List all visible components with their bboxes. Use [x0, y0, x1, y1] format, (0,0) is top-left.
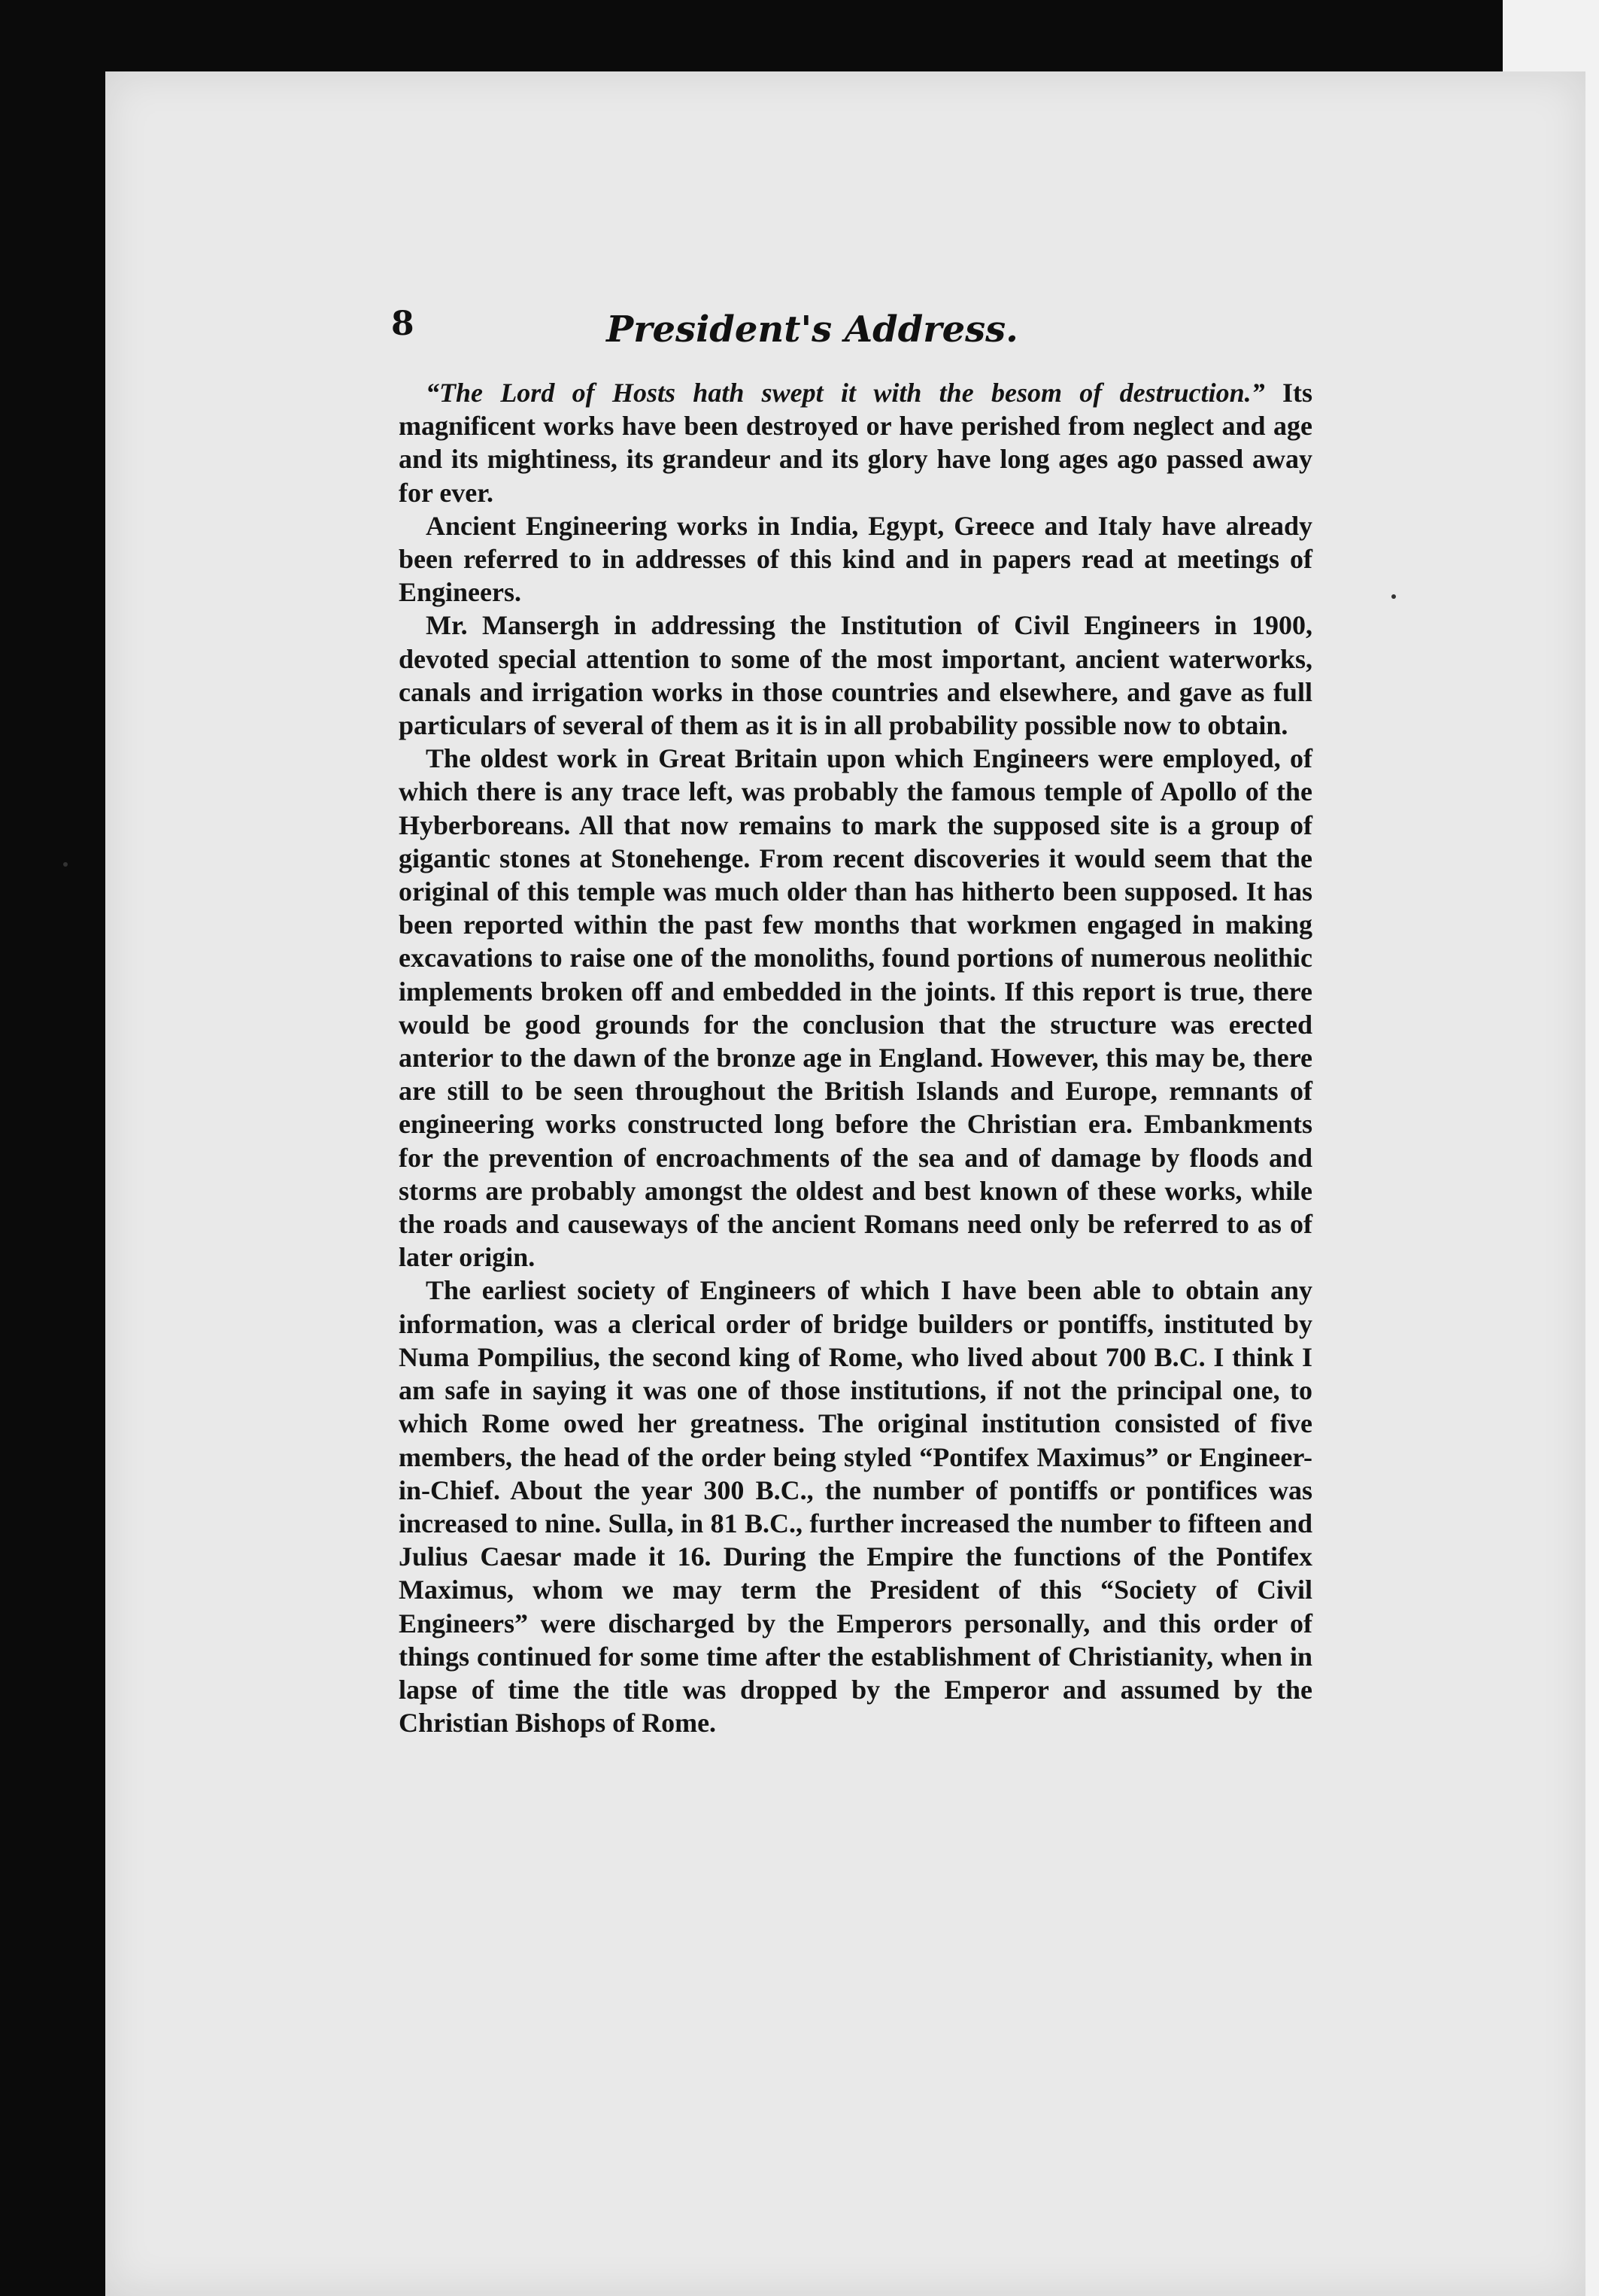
paragraph-2: Ancient Engineering works in India, Egypt, Greece and Italy have already been referred to in addresses of this kind and in papers read at meetings of Engineers.	[399, 510, 1312, 608]
paragraph-3: Mr. Mansergh in addressing the Institution of Civil Engineers in 1900, devoted special attention to some of the most important, ancient waterworks, canals and irrigation works in those countries and elsewhere, and gave as full particulars of several of them as it is in all probability possible now to obtain.	[399, 610, 1312, 741]
body-text	[399, 376, 1312, 1739]
paragraph-5: The earliest society of Engineers of which I have been able to obtain any information, was a clerical order of bridge builders or pontiffs, instituted by Numa Pompilius, the second king of Rome, who lived about 700 B.C. I think I am safe in saying it was one of those institutions, if not the principal one, to which Rome owed her greatness. The original institution consisted of five members, the head of the order being styled “Pontifex Maximus” or Engineer-in-Chief. About the year 300 B.C., the number of pontiffs or pontifices was increased to nine. Sulla, in 81 B.C., further increased the number to fifteen and Julius Caesar made it 16. During the Empire the functions of the Pontifex Maximus, whom we may term the President of this “Society of Civil Engineers” were discharged by the Emperors personally, and this order of things continued for some time after the establishment of Christianity, when in lapse of time the title was dropped by the Emperor and assumed by the Christian Bishops of Rome.	[399, 1275, 1312, 1739]
paragraph-1	[399, 376, 1312, 509]
paragraph-4: The oldest work in Great Britain upon which Engineers were employed, of which there is any trace left, was probably the famous temple of Apollo of the Hyberboreans. All that now remains to mark the supposed site is a group of gigantic stones at Stonehenge. From recent discoveries it would seem that the original of this temple was much older than has hitherto been supposed. It has been reported within the past few months that workmen engaged in making excavations to raise one of the monoliths, found portions of numerous neolithic implements broken off and embedded in the joints. If this report is true, there would be good grounds for the conclusion that the structure was erected anterior to the dawn of the bronze age in England. However, this may be, there are still to be seen throughout the British Islands and Europe, remnants of engineering works constructed long before the Christian era. Embankments for the prevention of encroachments of the sea and of damage by floods and storms are probably amongst the oldest and best known of these works, while the roads and causeways of the ancient Romans need only be referred to as of later origin.	[399, 743, 1312, 1273]
speck	[1391, 594, 1396, 599]
running-head: President's Address.	[606, 308, 1018, 351]
paragraph-1-text: Its magnificent works have been destroyed or have perished from neglect and age and its mightiness, its grandeur and its glory have long ages ago passed away for ever.	[399, 378, 1312, 508]
page-number: 8	[391, 305, 414, 343]
quotation: “The Lord of Hosts hath swept it with the besom of destruction.”	[426, 378, 1265, 408]
speck	[63, 862, 68, 867]
